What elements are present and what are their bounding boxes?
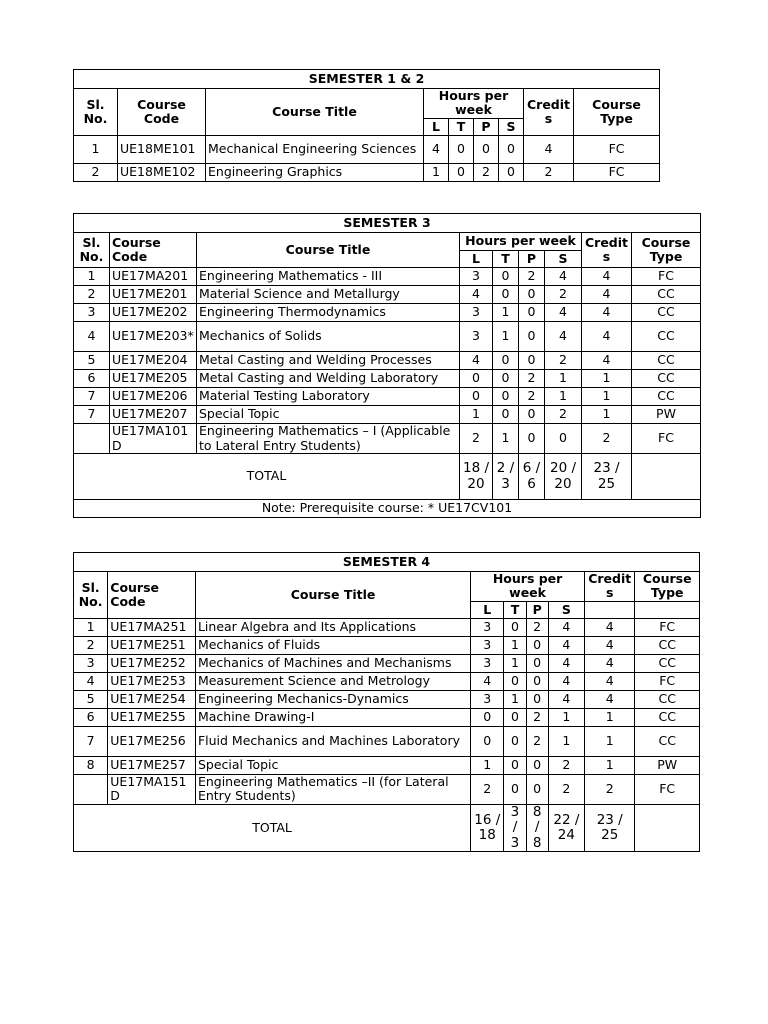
- cell-s: 1: [545, 370, 582, 388]
- cell-type: FC: [632, 268, 701, 286]
- cell-title: Measurement Science and Metrology: [195, 672, 470, 690]
- cell-t: 1: [504, 636, 526, 654]
- prerequisite-note: Note: Prerequisite course: * UE17CV101: [74, 500, 701, 518]
- total-credits: 23 / 25: [582, 454, 632, 500]
- cell-credits: 4: [582, 304, 632, 322]
- cell-p: 0: [526, 756, 548, 774]
- cell-sl: 3: [74, 654, 108, 672]
- table-row: [74, 654, 700, 672]
- cell-type: CC: [632, 352, 701, 370]
- cell-credits: 4: [582, 286, 632, 304]
- cell-sl: 6: [74, 370, 110, 388]
- semester-4-body: [74, 618, 700, 804]
- col-course-type: Course Type: [632, 233, 701, 268]
- col-sl-no: Sl. No.: [74, 89, 118, 136]
- col-course-title: Course Title: [195, 572, 470, 619]
- col-course-title: Course Title: [206, 89, 424, 136]
- cell-credits: 1: [582, 406, 632, 424]
- col-l: L: [424, 118, 449, 135]
- col-sl-no: Sl. No.: [74, 233, 110, 268]
- cell-s: 2: [548, 774, 584, 804]
- table-row: [74, 322, 701, 352]
- col-l: L: [471, 601, 504, 618]
- cell-s: 1: [545, 388, 582, 406]
- col-course-title: Course Title: [197, 233, 460, 268]
- cell-code: UE17ME206: [110, 388, 197, 406]
- col-hours-per-week: Hours per week: [424, 89, 524, 119]
- cell-title: Material Science and Metallurgy: [197, 286, 460, 304]
- cell-code: UE18ME101: [118, 135, 206, 163]
- cell-title: Mechanical Engineering Sciences: [206, 135, 424, 163]
- cell-sl: 4: [74, 322, 110, 352]
- cell-l: 1: [424, 163, 449, 181]
- cell-title: Linear Algebra and Its Applications: [195, 618, 470, 636]
- cell-t: 1: [504, 690, 526, 708]
- cell-title: Engineering Mathematics - III: [197, 268, 460, 286]
- cell-credits: 4: [582, 322, 632, 352]
- cell-credits: 4: [585, 636, 635, 654]
- cell-credits: 4: [582, 268, 632, 286]
- table-row: [74, 756, 700, 774]
- cell-t: 1: [493, 424, 519, 454]
- cell-sl: 5: [74, 690, 108, 708]
- cell-p: 2: [526, 726, 548, 756]
- table-row: [74, 286, 701, 304]
- cell-l: 3: [471, 618, 504, 636]
- total-type: [632, 454, 701, 500]
- col-s: S: [499, 118, 524, 135]
- col-p: P: [526, 601, 548, 618]
- cell-code: UE17ME254: [108, 690, 196, 708]
- total-p: 8 / 8: [526, 804, 548, 852]
- cell-title: Metal Casting and Welding Laboratory: [197, 370, 460, 388]
- total-t: 2 / 3: [493, 454, 519, 500]
- cell-code: UE17ME202: [110, 304, 197, 322]
- total-l: 18 / 20: [460, 454, 493, 500]
- cell-code: UE17ME205: [110, 370, 197, 388]
- cell-l: 3: [471, 654, 504, 672]
- table-row: [74, 135, 660, 163]
- cell-t: 0: [504, 756, 526, 774]
- table-row: [74, 304, 701, 322]
- cell-s: 2: [545, 286, 582, 304]
- cell-s: 4: [545, 322, 582, 352]
- cell-p: 0: [519, 424, 545, 454]
- cell-type: PW: [632, 406, 701, 424]
- cell-code: UE17MA201: [110, 268, 197, 286]
- cell-l: 4: [424, 135, 449, 163]
- cell-l: 3: [460, 304, 493, 322]
- cell-t: 0: [493, 406, 519, 424]
- table-row: [74, 774, 700, 804]
- cell-sl: 1: [74, 618, 108, 636]
- cell-s: 4: [548, 690, 584, 708]
- cell-s: 1: [548, 708, 584, 726]
- cell-title: Mechanics of Machines and Mechanisms: [195, 654, 470, 672]
- cell-code: UE17ME203*: [110, 322, 197, 352]
- cell-credits: 4: [585, 618, 635, 636]
- total-s: 22 / 24: [548, 804, 584, 852]
- cell-s: 4: [545, 268, 582, 286]
- cell-p: 0: [526, 654, 548, 672]
- cell-s: 4: [548, 636, 584, 654]
- cell-type: CC: [635, 726, 700, 756]
- cell-s: 4: [548, 672, 584, 690]
- cell-sl: 3: [74, 304, 110, 322]
- col-credits: Credits: [524, 89, 574, 136]
- cell-p: 0: [474, 135, 499, 163]
- semester-title: SEMESTER 4: [74, 553, 700, 572]
- cell-sl: 7: [74, 406, 110, 424]
- cell-p: 2: [519, 370, 545, 388]
- cell-t: 0: [504, 672, 526, 690]
- cell-t: 1: [493, 322, 519, 352]
- col-credits: Credits: [585, 572, 635, 602]
- table-row: [74, 618, 700, 636]
- col-s: S: [545, 251, 582, 268]
- cell-type: FC: [635, 618, 700, 636]
- cell-t: 0: [493, 352, 519, 370]
- semester-title: SEMESTER 3: [74, 214, 701, 233]
- cell-credits: 1: [585, 726, 635, 756]
- cell-title: Mechanics of Fluids: [195, 636, 470, 654]
- cell-t: 1: [504, 654, 526, 672]
- cell-code: UE17ME204: [110, 352, 197, 370]
- table-row: [74, 690, 700, 708]
- cell-type: FC: [574, 163, 660, 181]
- cell-l: 4: [460, 352, 493, 370]
- cell-title: Material Testing Laboratory: [197, 388, 460, 406]
- cell-l: 1: [471, 756, 504, 774]
- cell-s: 2: [545, 352, 582, 370]
- cell-title: Engineering Thermodynamics: [197, 304, 460, 322]
- cell-t: 0: [504, 708, 526, 726]
- cell-t: 0: [504, 726, 526, 756]
- cell-type: CC: [635, 654, 700, 672]
- cell-code: UE17ME255: [108, 708, 196, 726]
- cell-t: 0: [493, 388, 519, 406]
- cell-type: PW: [635, 756, 700, 774]
- col-hours-per-week: Hours per week: [471, 572, 585, 602]
- cell-credits: 2: [524, 163, 574, 181]
- cell-l: 2: [471, 774, 504, 804]
- col-credits: Credits: [582, 233, 632, 268]
- cell-type: CC: [632, 388, 701, 406]
- cell-credits: 1: [582, 388, 632, 406]
- cell-sl: 6: [74, 708, 108, 726]
- table-row: [74, 370, 701, 388]
- cell-credits: 1: [582, 370, 632, 388]
- cell-t: 0: [504, 774, 526, 804]
- col-sl-no: Sl. No.: [74, 572, 108, 619]
- cell-credits: 2: [582, 424, 632, 454]
- semester-3-body: [74, 268, 701, 454]
- cell-s: 0: [499, 135, 524, 163]
- cell-p: 2: [519, 388, 545, 406]
- cell-title: Fluid Mechanics and Machines Laboratory: [195, 726, 470, 756]
- col-course-type: Course Type: [635, 572, 700, 602]
- cell-sl: 2: [74, 636, 108, 654]
- total-row: [74, 804, 700, 852]
- total-t: 3 / 3: [504, 804, 526, 852]
- cell-type: FC: [635, 672, 700, 690]
- cell-type: FC: [632, 424, 701, 454]
- table-row: [74, 636, 700, 654]
- cell-p: 0: [526, 672, 548, 690]
- table-row: [74, 726, 700, 756]
- col-t: T: [504, 601, 526, 618]
- col-t: T: [493, 251, 519, 268]
- total-label: TOTAL: [74, 804, 471, 852]
- cell-code: UE17ME207: [110, 406, 197, 424]
- cell-p: 0: [519, 352, 545, 370]
- table-row: [74, 424, 701, 454]
- col-t: T: [449, 118, 474, 135]
- cell-code: UE17MA101D: [110, 424, 197, 454]
- col-p: P: [474, 118, 499, 135]
- total-label: TOTAL: [74, 454, 460, 500]
- semester-1-2-table: [73, 69, 660, 182]
- col-s: S: [548, 601, 584, 618]
- cell-code: UE17ME201: [110, 286, 197, 304]
- cell-code: UE17ME257: [108, 756, 196, 774]
- col-l: L: [460, 251, 493, 268]
- cell-s: 4: [548, 654, 584, 672]
- semester-title: SEMESTER 1 & 2: [74, 70, 660, 89]
- total-l: 16 / 18: [471, 804, 504, 852]
- cell-title: Engineering Mechanics-Dynamics: [195, 690, 470, 708]
- cell-type: CC: [632, 286, 701, 304]
- cell-s: 4: [548, 618, 584, 636]
- cell-l: 1: [460, 406, 493, 424]
- cell-sl: [74, 774, 108, 804]
- cell-type: CC: [632, 322, 701, 352]
- cell-p: 0: [519, 286, 545, 304]
- cell-t: 0: [504, 618, 526, 636]
- cell-l: 3: [471, 636, 504, 654]
- blank-cell: [585, 601, 635, 618]
- cell-sl: 7: [74, 726, 108, 756]
- semester-3-table: [73, 213, 701, 518]
- cell-code: UE18ME102: [118, 163, 206, 181]
- cell-s: 4: [545, 304, 582, 322]
- cell-title: Engineering Graphics: [206, 163, 424, 181]
- cell-p: 0: [526, 774, 548, 804]
- cell-code: UE17ME252: [108, 654, 196, 672]
- col-course-code: Course Code: [118, 89, 206, 136]
- cell-s: 2: [548, 756, 584, 774]
- cell-credits: 1: [585, 756, 635, 774]
- cell-sl: [74, 424, 110, 454]
- cell-l: 0: [471, 726, 504, 756]
- cell-sl: 4: [74, 672, 108, 690]
- cell-sl: 2: [74, 286, 110, 304]
- cell-p: 0: [526, 690, 548, 708]
- cell-type: CC: [632, 304, 701, 322]
- semester-4-table: [73, 552, 700, 852]
- cell-title: Special Topic: [195, 756, 470, 774]
- cell-title: Special Topic: [197, 406, 460, 424]
- table-row: [74, 268, 701, 286]
- total-p: 6 / 6: [519, 454, 545, 500]
- cell-l: 4: [460, 286, 493, 304]
- cell-s: 0: [499, 163, 524, 181]
- table-row: [74, 163, 660, 181]
- cell-type: FC: [635, 774, 700, 804]
- cell-s: 1: [548, 726, 584, 756]
- table-row: [74, 352, 701, 370]
- cell-credits: 1: [585, 708, 635, 726]
- cell-t: 0: [493, 370, 519, 388]
- cell-type: FC: [574, 135, 660, 163]
- cell-l: 0: [460, 388, 493, 406]
- cell-p: 0: [519, 406, 545, 424]
- cell-code: UE17ME251: [108, 636, 196, 654]
- cell-title: Engineering Mathematics – I (Applicable to Lateral Entry Students): [197, 424, 460, 454]
- cell-p: 2: [526, 708, 548, 726]
- cell-title: Engineering Mathematics –II (for Lateral Entry Students): [195, 774, 470, 804]
- col-course-code: Course Code: [108, 572, 196, 619]
- cell-type: CC: [635, 708, 700, 726]
- cell-t: 1: [493, 304, 519, 322]
- blank-cell: [635, 601, 700, 618]
- cell-title: Machine Drawing-I: [195, 708, 470, 726]
- cell-p: 0: [519, 322, 545, 352]
- cell-l: 0: [471, 708, 504, 726]
- table-row: [74, 388, 701, 406]
- cell-p: 2: [526, 618, 548, 636]
- cell-t: 0: [493, 286, 519, 304]
- cell-l: 4: [471, 672, 504, 690]
- cell-t: 0: [449, 135, 474, 163]
- cell-sl: 1: [74, 135, 118, 163]
- cell-l: 0: [460, 370, 493, 388]
- cell-title: Mechanics of Solids: [197, 322, 460, 352]
- col-course-type: Course Type: [574, 89, 660, 136]
- cell-type: CC: [632, 370, 701, 388]
- cell-l: 3: [460, 268, 493, 286]
- cell-p: 0: [526, 636, 548, 654]
- cell-credits: 4: [585, 672, 635, 690]
- cell-s: 2: [545, 406, 582, 424]
- cell-t: 0: [449, 163, 474, 181]
- cell-s: 0: [545, 424, 582, 454]
- cell-p: 0: [519, 304, 545, 322]
- col-course-code: Course Code: [110, 233, 197, 268]
- cell-credits: 4: [524, 135, 574, 163]
- table-row: [74, 406, 701, 424]
- cell-code: UE17MA151D: [108, 774, 196, 804]
- col-hours-per-week: Hours per week: [460, 233, 582, 251]
- cell-credits: 4: [585, 654, 635, 672]
- total-s: 20 / 20: [545, 454, 582, 500]
- total-row: [74, 454, 701, 500]
- cell-code: UE17MA251: [108, 618, 196, 636]
- total-type: [635, 804, 700, 852]
- cell-code: UE17ME253: [108, 672, 196, 690]
- cell-credits: 4: [582, 352, 632, 370]
- cell-sl: 8: [74, 756, 108, 774]
- cell-sl: 5: [74, 352, 110, 370]
- cell-credits: 2: [585, 774, 635, 804]
- col-p: P: [519, 251, 545, 268]
- cell-sl: 2: [74, 163, 118, 181]
- cell-l: 3: [460, 322, 493, 352]
- cell-t: 0: [493, 268, 519, 286]
- cell-p: 2: [519, 268, 545, 286]
- cell-credits: 4: [585, 690, 635, 708]
- cell-sl: 7: [74, 388, 110, 406]
- cell-type: CC: [635, 636, 700, 654]
- cell-l: 3: [471, 690, 504, 708]
- table-row: [74, 672, 700, 690]
- cell-sl: 1: [74, 268, 110, 286]
- cell-type: CC: [635, 690, 700, 708]
- cell-l: 2: [460, 424, 493, 454]
- cell-title: Metal Casting and Welding Processes: [197, 352, 460, 370]
- cell-p: 2: [474, 163, 499, 181]
- table-row: [74, 708, 700, 726]
- total-credits: 23 / 25: [585, 804, 635, 852]
- cell-code: UE17ME256: [108, 726, 196, 756]
